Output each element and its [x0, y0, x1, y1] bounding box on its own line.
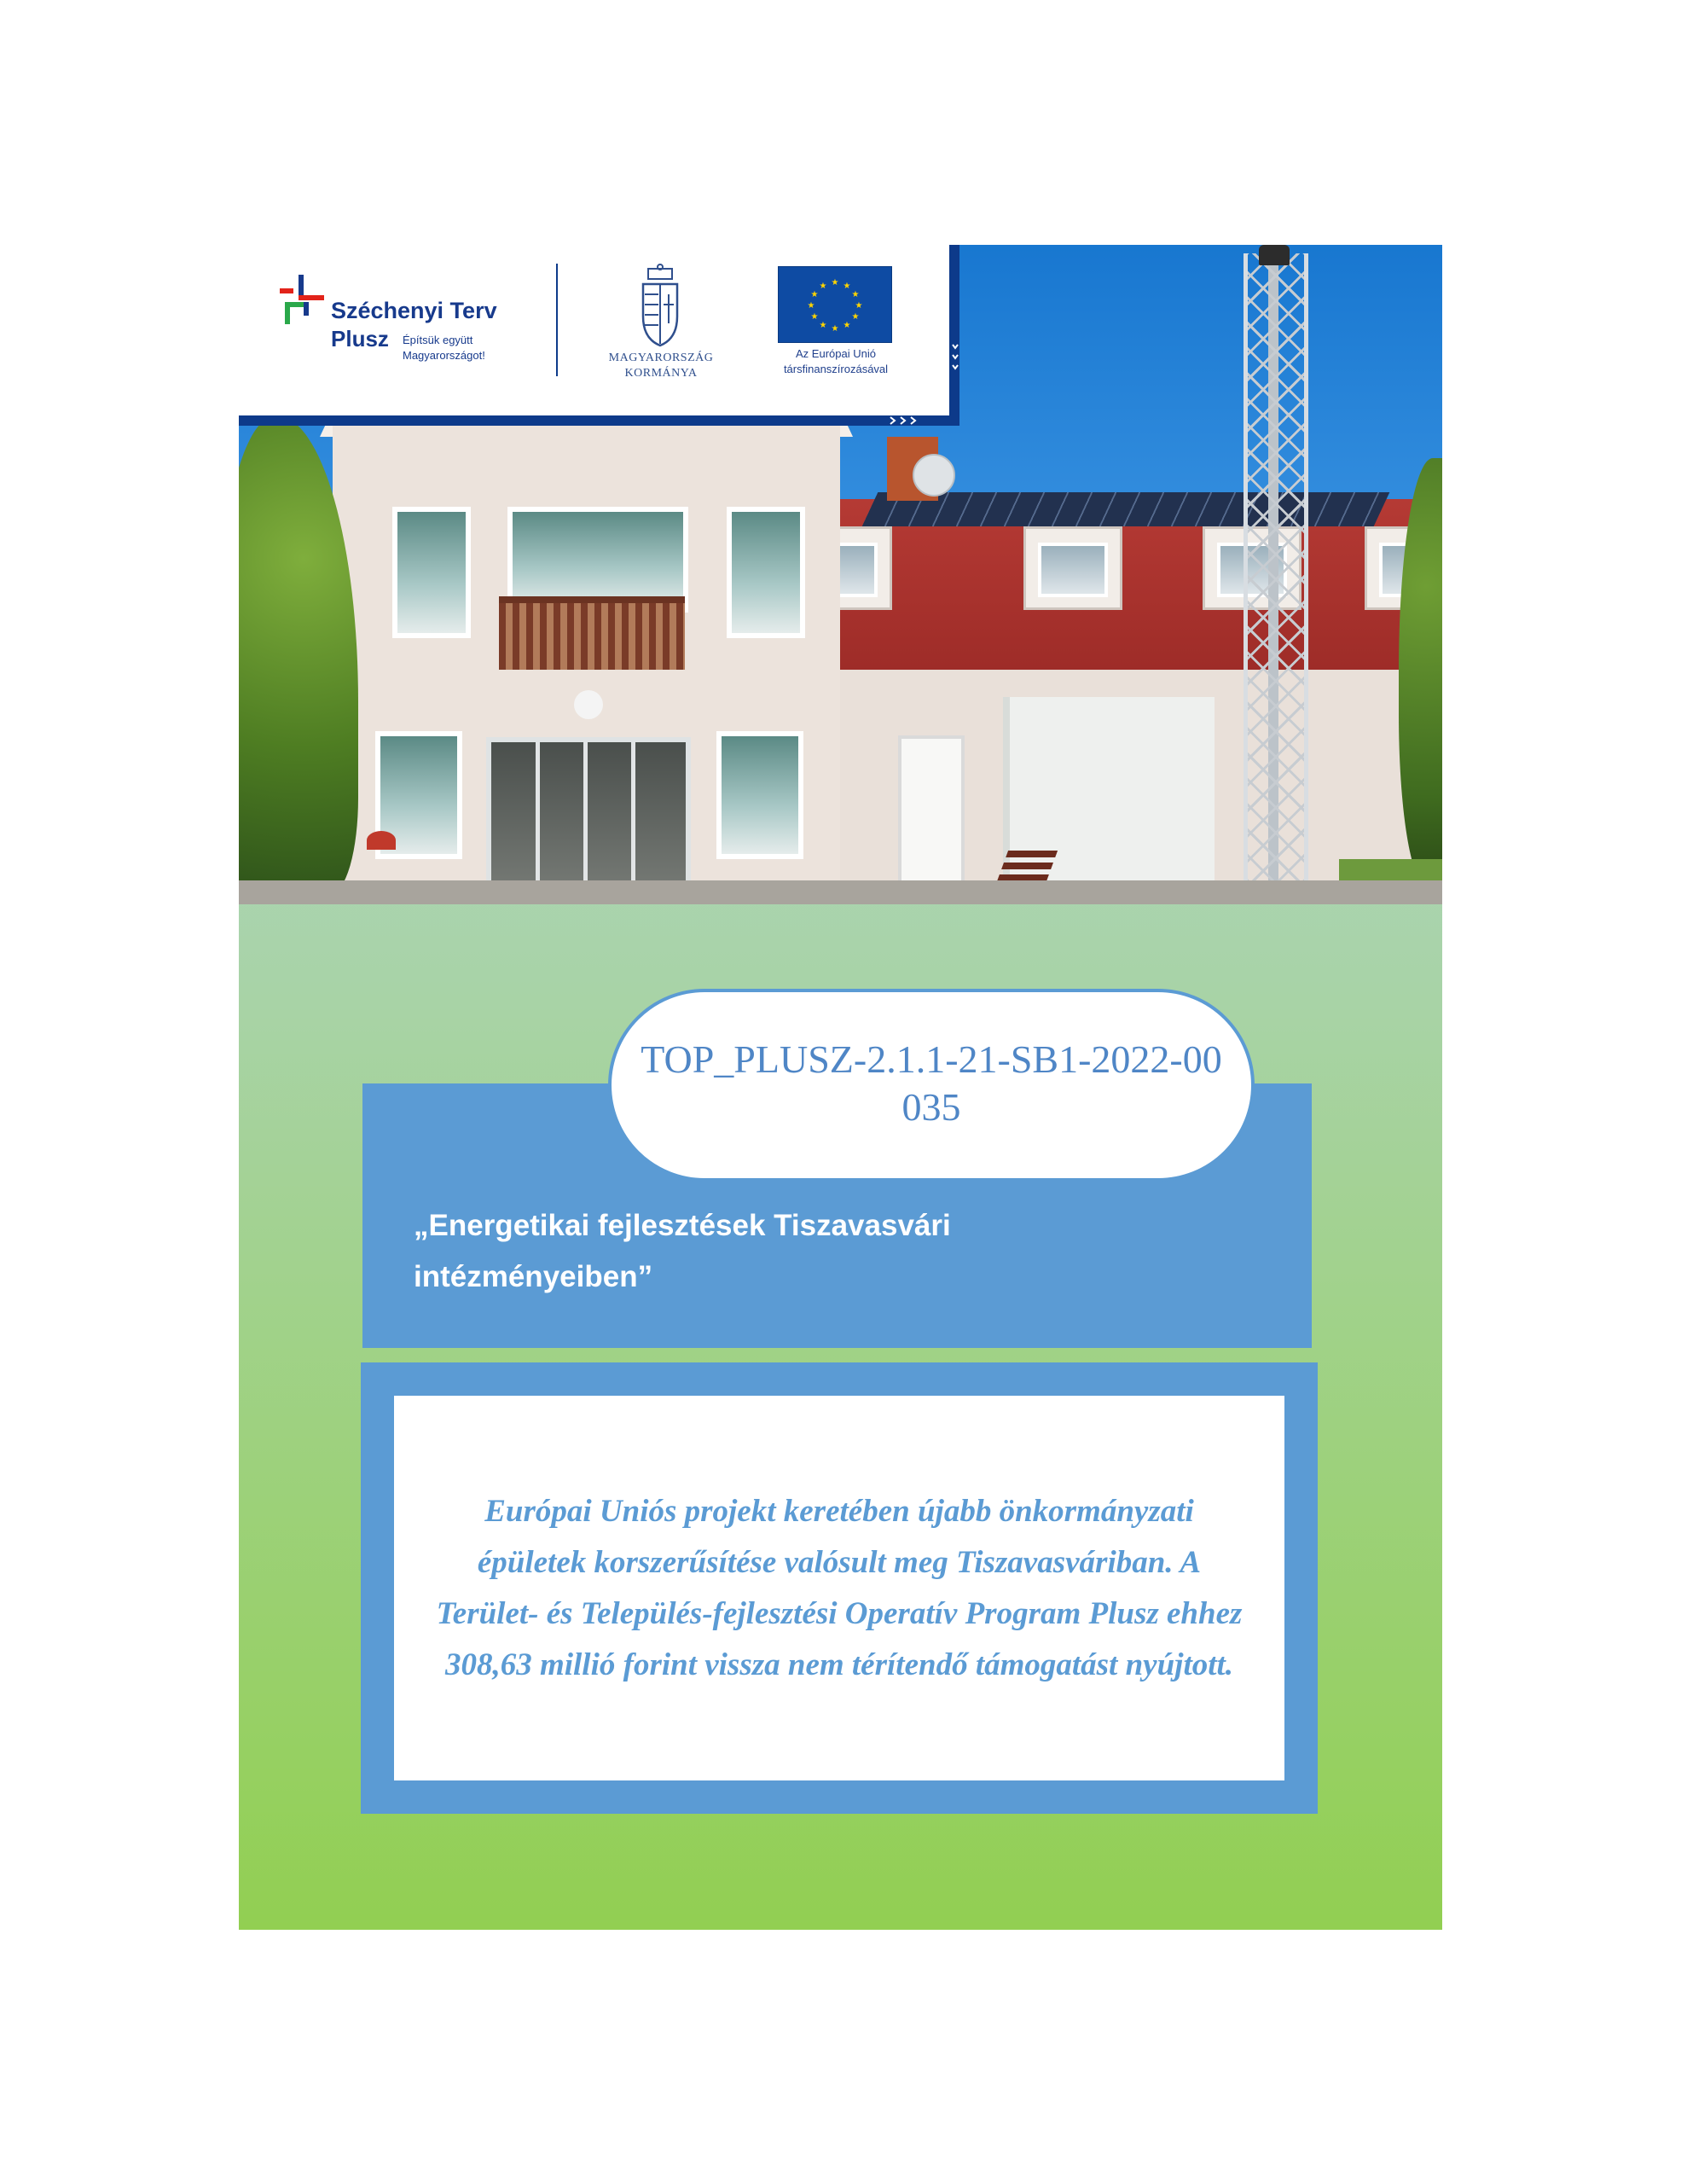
side-entrance-door	[898, 735, 965, 904]
side-chevrons-icon	[951, 343, 959, 377]
government-logo-line1: MAGYARORSZÁG	[608, 351, 714, 364]
satellite-dish	[913, 454, 955, 497]
bottom-chevrons-icon	[887, 415, 925, 426]
glass-entrance-door	[486, 737, 691, 904]
eu-flag-icon	[778, 266, 892, 343]
eu-logo-line2: társfinanszírozásával	[783, 363, 889, 375]
szechenyi-logo-line1: Széchenyi Terv	[331, 298, 497, 323]
government-logo-line2: KORMÁNYA	[624, 367, 698, 380]
svg-text:★: ★	[807, 301, 815, 311]
project-id: TOP_PLUSZ-2.1.1-21-SB1-2022-00035	[641, 1037, 1222, 1129]
eu-logo-line1: Az Európai Unió	[796, 347, 876, 360]
description-box	[394, 1396, 1284, 1780]
svg-text:★: ★	[843, 321, 851, 330]
logo-band-side-stripe	[949, 245, 959, 426]
project-description: Európai Uniós projekt keretében újabb önkormányzati épületek korszerűsítése valósult meg Tiszavasváriban. A Terület- és Település-fejlesztési Operatív Program Plusz ehhez 308,63 millió forint vissza nem térítendő támogatást nyújtott.	[436, 1493, 1243, 1682]
hungarian-coat-of-arms-icon	[636, 264, 684, 349]
svg-text:★: ★	[810, 290, 819, 299]
svg-text:★: ★	[843, 282, 851, 291]
window	[392, 507, 471, 638]
logo-band	[239, 245, 949, 415]
svg-text:★: ★	[819, 321, 827, 330]
svg-text:★: ★	[855, 301, 863, 311]
szechenyi-cross-icon	[280, 275, 333, 328]
svg-text:★: ★	[810, 312, 819, 322]
szechenyi-logo-line2: Plusz	[331, 326, 389, 351]
steel-lattice-tower	[1244, 253, 1308, 904]
szechenyi-tagline-2: Magyarországot!	[403, 349, 485, 362]
wooden-balcony	[499, 596, 685, 670]
poster	[239, 245, 1442, 1930]
flower-pot	[367, 831, 396, 850]
tower-cap	[1259, 245, 1290, 265]
dormer-window	[1023, 526, 1122, 610]
window	[727, 507, 805, 638]
ground	[239, 880, 1442, 904]
svg-text:★: ★	[851, 290, 860, 299]
svg-text:★: ★	[831, 278, 839, 288]
project-id-pill	[608, 989, 1255, 1182]
logo-divider	[556, 264, 558, 376]
svg-text:★: ★	[851, 312, 860, 322]
svg-text:★: ★	[819, 282, 827, 291]
szechenyi-tagline-1: Építsük együtt	[403, 334, 473, 346]
wall-lamp	[574, 690, 603, 719]
logo-band-bottom-stripe	[239, 415, 959, 426]
project-title: „Energetikai fejlesztések Tiszavasvári intézményeiben”	[414, 1209, 951, 1293]
svg-text:★: ★	[831, 324, 839, 334]
solar-panels	[862, 492, 1390, 526]
window	[716, 731, 803, 859]
